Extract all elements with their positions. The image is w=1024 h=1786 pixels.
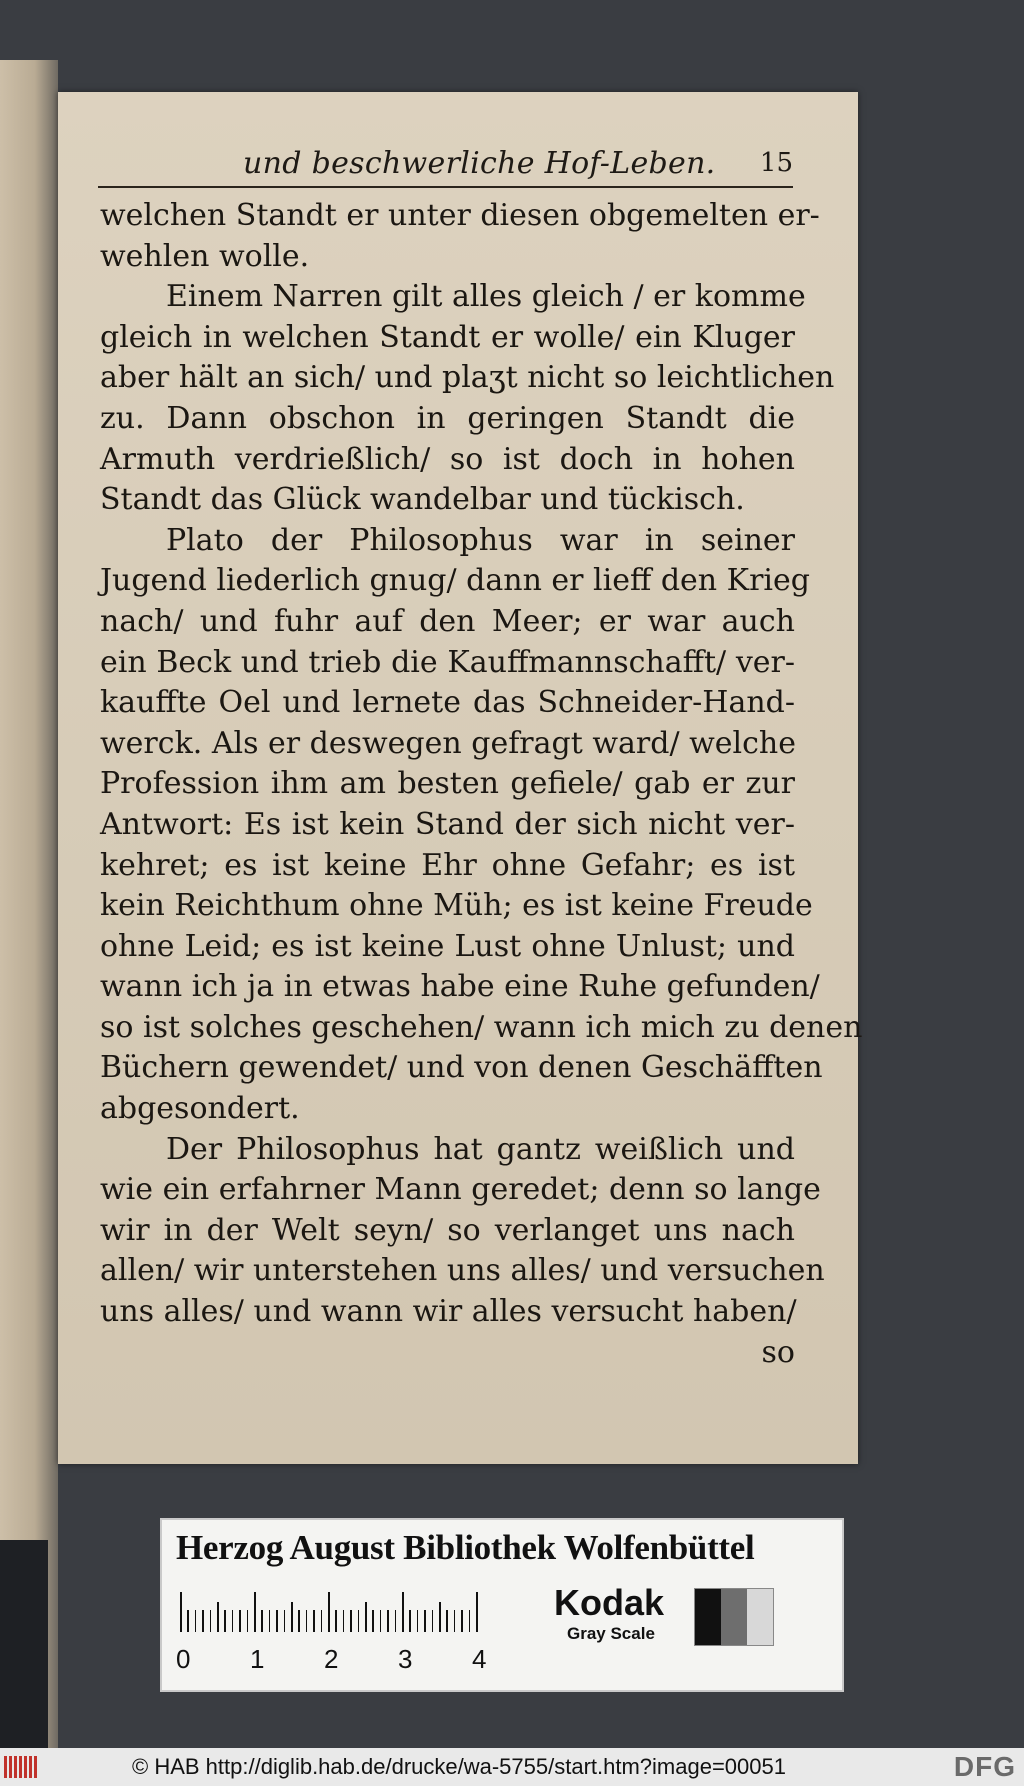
ruler-tick — [432, 1610, 434, 1632]
ruler-tick — [232, 1610, 234, 1632]
text-line: allen/ wir unterstehen uns alles/ und versuchen — [100, 1253, 825, 1289]
ruler-tick — [365, 1602, 367, 1632]
text-line: Einem Narren gilt alles gleich / er komme — [166, 279, 806, 315]
ruler-tick — [454, 1610, 456, 1632]
text-line: Antwort: Es ist kein Stand der sich nicht ver- — [100, 806, 795, 842]
ruler-tick — [439, 1602, 441, 1632]
text-line: werck. Als er deswegen gefragt ward/ welche — [100, 725, 796, 761]
gray-swatch — [721, 1589, 747, 1645]
ruler-tick — [328, 1592, 330, 1632]
source-link[interactable]: © HAB http://diglib.hab.de/drucke/wa-5755/start.htm?image=00051 — [132, 1754, 786, 1779]
page-text — [100, 196, 863, 1373]
ruler-tick — [306, 1610, 308, 1632]
ruler-tick — [372, 1610, 374, 1632]
ruler-tick — [284, 1610, 286, 1632]
text-line: so — [761, 1334, 795, 1370]
ruler-tick — [358, 1610, 360, 1632]
calibration-card — [160, 1518, 844, 1692]
ruler-tick — [335, 1610, 337, 1632]
text-line: uns alles/ und wann wir alles versucht haben/ — [100, 1294, 797, 1330]
book-left-edge — [0, 60, 58, 1760]
running-head: und beschwerliche Hof-Leben. — [243, 146, 716, 181]
ruler-tick — [469, 1610, 471, 1632]
ruler-tick — [476, 1592, 478, 1632]
ruler-tick — [417, 1610, 419, 1632]
measurement-ruler — [180, 1592, 490, 1632]
ruler-tick — [350, 1610, 352, 1632]
text-line: wann ich ja in etwas habe eine Ruhe gefunden/ — [100, 969, 820, 1005]
ruler-label-4: 4 — [472, 1644, 487, 1674]
ruler-tick — [276, 1610, 278, 1632]
ruler-label-1: 1 — [250, 1644, 265, 1674]
ruler-tick — [446, 1610, 448, 1632]
text-line: wie ein erfahrner Mann geredet; denn so lange — [100, 1172, 821, 1208]
text-line: welchen Standt er unter diesen obgemelten er- — [100, 198, 820, 233]
gray-scale-swatches — [694, 1588, 774, 1646]
ruler-tick — [343, 1610, 345, 1632]
text-line: aber hält an sich/ und plaʒt nicht so leichtlichen — [100, 360, 835, 396]
ruler-tick — [461, 1610, 463, 1632]
ruler-tick — [409, 1610, 411, 1632]
page-header — [98, 142, 793, 188]
gray-swatch — [695, 1589, 721, 1645]
text-line: abgesondert. — [100, 1091, 300, 1127]
text-line: wir in der Welt seyn/ so verlanget uns nach — [100, 1212, 795, 1248]
ruler-tick — [298, 1610, 300, 1632]
text-line: kauffte Oel und lernete das Schneider-Hand- — [100, 685, 795, 721]
text-line: Armuth verdrießlich/ so ist doch in hohen — [100, 441, 795, 477]
text-line: Jugend liederlich gnug/ dann er lieff den Krieg — [100, 563, 810, 599]
dfg-logo: DFG — [953, 1751, 1016, 1782]
text-line: Der Philosophus hat gantz weißlich und — [166, 1131, 795, 1167]
ruler-tick — [291, 1602, 293, 1632]
ruler-tick — [395, 1610, 397, 1632]
ruler-tick — [202, 1610, 204, 1632]
ruler-tick — [269, 1610, 271, 1632]
gray-swatch — [747, 1589, 773, 1645]
text-line: so ist solches geschehen/ wann ich mich zu denen — [100, 1009, 863, 1045]
text-line: Standt das Glück wandelbar und tückisch. — [100, 482, 745, 518]
kodak-logo: Kodak — [554, 1582, 665, 1623]
text-line: Profession ihm am besten gefiele/ gab er zur — [100, 766, 795, 802]
hab-logo-icon — [4, 1756, 46, 1778]
ruler-tick — [247, 1610, 249, 1632]
ruler-tick — [187, 1610, 189, 1632]
text-line: Büchern gewendet/ und von denen Geschäfften — [100, 1050, 823, 1086]
text-line: zu. Dann obschon in geringen Standt die — [100, 400, 795, 436]
text-line: nach/ und fuhr auf den Meer; er war auch — [100, 603, 795, 639]
ruler-tick — [380, 1610, 382, 1632]
ruler-tick — [321, 1610, 323, 1632]
text-line: Plato der Philosophus war in seiner — [166, 522, 795, 558]
ruler-tick — [239, 1610, 241, 1632]
ruler-tick — [387, 1610, 389, 1632]
ruler-tick — [261, 1610, 263, 1632]
book-page — [58, 92, 863, 1464]
ruler-tick — [402, 1592, 404, 1632]
gray-scale-label: Gray Scale — [567, 1624, 655, 1643]
book-spine-strip — [0, 1540, 48, 1750]
text-line: gleich in welchen Standt er wolle/ ein Kluger — [100, 319, 795, 355]
viewer-footer — [0, 1748, 1024, 1786]
ruler-tick — [313, 1610, 315, 1632]
ruler-label-0: 0 — [176, 1644, 191, 1674]
ruler-tick — [424, 1610, 426, 1632]
ruler-tick — [195, 1610, 197, 1632]
text-line: ohne Leid; es ist keine Lust ohne Unlust; und — [100, 928, 795, 964]
ruler-tick — [254, 1592, 256, 1632]
ruler-tick — [224, 1610, 226, 1632]
ruler-tick — [217, 1602, 219, 1632]
page-number: 15 — [759, 148, 793, 178]
library-name: Herzog August Bibliothek Wolfenbüttel — [176, 1528, 755, 1567]
text-line: wehlen wolle. — [100, 238, 310, 274]
text-line: ein Beck und trieb die Kauffmannschafft/ ver- — [100, 644, 795, 680]
text-line: kehret; es ist keine Ehr ohne Gefahr; es ist — [100, 847, 795, 883]
text-line: kein Reichthum ohne Müh; es ist keine Freude — [100, 888, 813, 924]
ruler-label-3: 3 — [398, 1644, 413, 1674]
ruler-tick — [180, 1592, 182, 1632]
ruler-tick — [210, 1610, 212, 1632]
ruler-label-2: 2 — [324, 1644, 339, 1674]
